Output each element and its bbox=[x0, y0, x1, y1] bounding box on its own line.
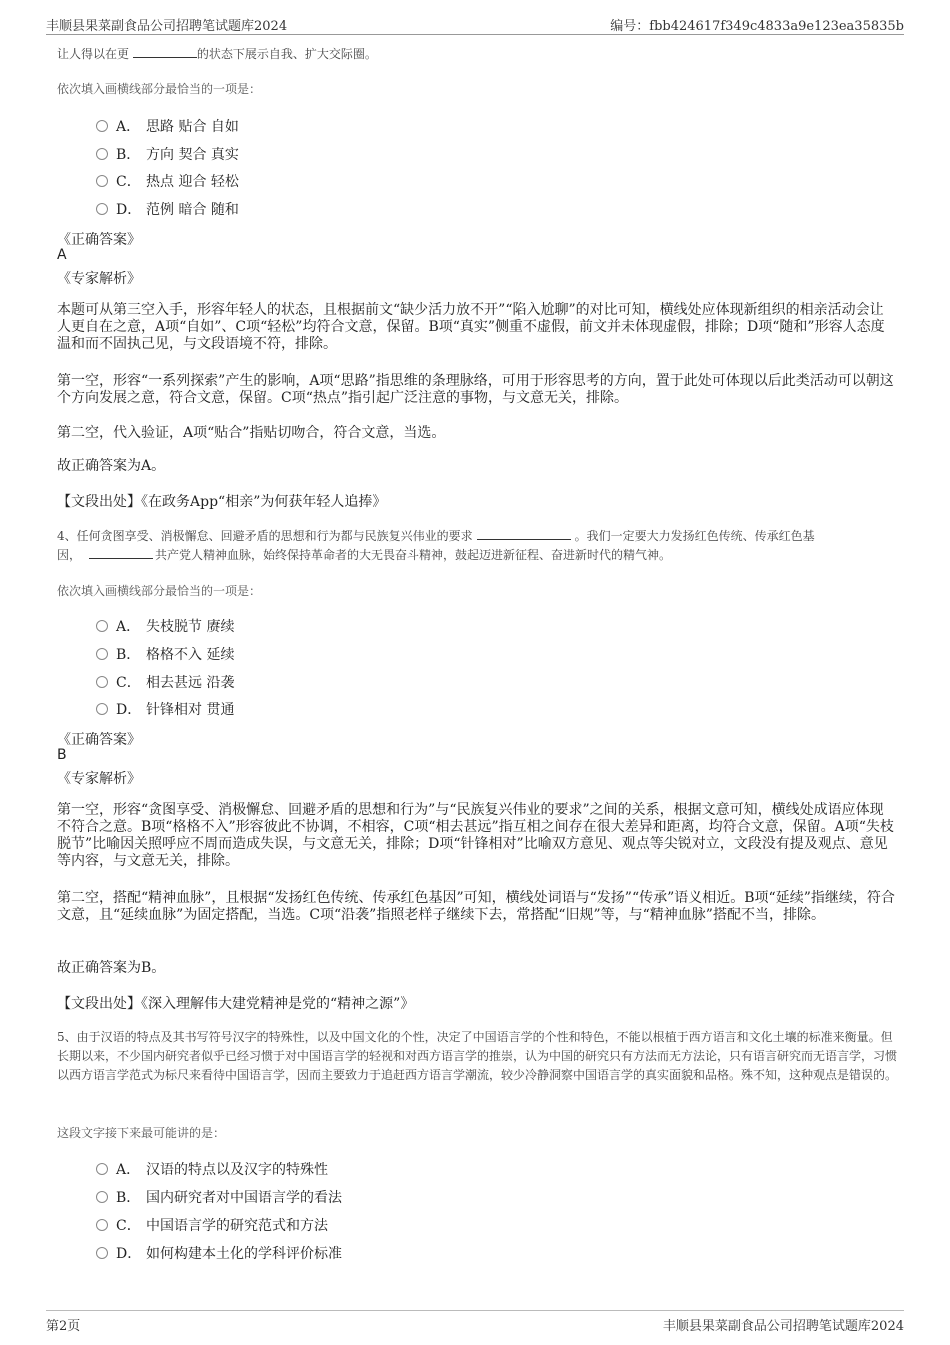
q5-stem: 5、由于汉语的特点及其书写符号汉字的特殊性，以及中国文化的个性，决定了中国语言学的个性和特色，不能以根植于西方语言和文化土壤的标准来衡量。但长期以来，不少国内研究者似乎已经习惯于对中国语言学的轻视和对西方语言学的推崇，认为中国的研究只有方法而无方法论，只有语言研究而无语言学，习惯以西方语言学范式为标尺来看待中国语言学，因而主要致力于追赶西方语言学潮流，较少冷静洞察中国语言学的真实面貌和品格。殊不知，这种观点是错误的。 bbox=[57, 1030, 898, 1082]
radio-icon[interactable] bbox=[96, 148, 108, 160]
header-doc-id: 编号：fbb424617f349c4833a9e123ea35835b bbox=[610, 19, 904, 34]
q4-option-d[interactable] bbox=[96, 699, 234, 719]
q3-tail-after: 的状态下展示自我、扩大交际圈。 bbox=[196, 47, 377, 61]
radio-icon[interactable] bbox=[96, 648, 108, 660]
option-text: 针锋相对 贯通 bbox=[146, 702, 235, 718]
option-letter: B． bbox=[116, 147, 141, 163]
q4-option-a[interactable] bbox=[96, 616, 234, 636]
option-text: 格格不入 延续 bbox=[146, 647, 235, 663]
q3-analysis-p2: 第一空，形容“一系列探索”产生的影响，A项“思路”指思维的条理脉络，可用于形容思考的方向，置于此处可体现以后此类活动可以朝这个方向发展之意，符合文意，保留。C项“热点”指引起广泛注意的事物，与文意无关，排除。 bbox=[57, 373, 894, 406]
q4-answer-label: 《正确答案》 bbox=[57, 732, 141, 748]
page-number: 第2页 bbox=[46, 1319, 81, 1334]
option-letter: C． bbox=[116, 174, 141, 190]
radio-icon[interactable] bbox=[96, 620, 108, 632]
q4-option-c[interactable] bbox=[96, 672, 234, 692]
option-letter: A． bbox=[116, 119, 141, 135]
q3-analysis-label: 《专家解析》 bbox=[57, 271, 141, 287]
q3-option-d[interactable] bbox=[96, 199, 239, 219]
q3-analysis-p3: 第二空，代入验证，A项“贴合”指贴切吻合，符合文意，当选。 bbox=[57, 425, 446, 441]
q4-option-b[interactable] bbox=[96, 644, 234, 664]
q5-prompt: 这段文字接下来最可能讲的是： bbox=[57, 1126, 226, 1140]
option-letter: C． bbox=[116, 1218, 141, 1234]
q4-stem-line2 bbox=[57, 546, 907, 565]
radio-icon[interactable] bbox=[96, 120, 108, 132]
q4-blank-2 bbox=[89, 546, 153, 559]
q4-stem bbox=[57, 527, 907, 565]
q4-line1-a: 4、任何贪图享受、消极懈怠、回避矛盾的思想和行为都与民族复兴伟业的要求 bbox=[57, 529, 473, 543]
radio-icon[interactable] bbox=[96, 1219, 108, 1231]
option-text: 失枝脱节 赓续 bbox=[146, 619, 235, 635]
q3-analysis-p1: 本题可从第三空入手，形容年轻人的状态，且根据前文“缺少活力放不开”“陷入尬聊”的对比可知，横线处应体现新组织的相亲活动会让人更自在之意，A项“自如”、C项“轻松”均符合文意，保留。B项“真实”侧重不虚假，前文并未体现虚假，排除；D项“随和”形容人态度温和而不固执己见，与文段语境不符，排除。 bbox=[57, 302, 885, 352]
q3-stem-tail bbox=[57, 45, 377, 64]
option-text: 汉语的特点以及汉字的特殊性 bbox=[146, 1162, 328, 1178]
option-letter: D． bbox=[116, 202, 142, 218]
option-letter: C． bbox=[116, 675, 141, 691]
q3-answer-label: 《正确答案》 bbox=[57, 232, 141, 248]
option-text: 热点 迎合 轻松 bbox=[146, 174, 239, 190]
q4-stem-line1 bbox=[57, 527, 907, 546]
option-text: 相去甚远 沿袭 bbox=[146, 675, 235, 691]
q4-line2-b: 共产党人精神血脉，始终保持革命者的大无畏奋斗精神，鼓起迈进新征程、奋进新时代的精气神。 bbox=[155, 548, 672, 562]
q3-blank bbox=[133, 45, 197, 58]
radio-icon[interactable] bbox=[96, 203, 108, 215]
radio-icon[interactable] bbox=[96, 1191, 108, 1203]
radio-icon[interactable] bbox=[96, 676, 108, 688]
q4-analysis-p1: 第一空，形容“贪图享受、消极懈怠、回避矛盾的思想和行为”与“民族复兴伟业的要求”之间的关系，根据文意可知，横线处成语应体现不符合之意。B项“格格不入”形容彼此不协调，不相容，C项“相去甚远”指互相之间存在很大差异和距离，均符合文意，保留。A项“失枝脱节”比喻因关照呼应不周而造成失误，与文意无关，排除；D项“针锋相对”比喻双方意见、观点等尖锐对立，文段没有提及观点、意见等内容，与文意无关，排除。 bbox=[57, 802, 894, 869]
q4-analysis-p3: 故正确答案为B。 bbox=[57, 960, 166, 976]
q3-prompt: 依次填入画横线部分最恰当的一项是： bbox=[57, 82, 262, 96]
q4-analysis-label: 《专家解析》 bbox=[57, 771, 141, 787]
option-letter: B． bbox=[116, 647, 141, 663]
option-text: 思路 贴合 自如 bbox=[146, 119, 239, 135]
q4-line2-a: 因， bbox=[57, 548, 82, 562]
option-letter: A． bbox=[116, 619, 141, 635]
option-letter: D． bbox=[116, 1246, 142, 1262]
option-letter: A． bbox=[116, 1162, 141, 1178]
q4-blank-1 bbox=[477, 527, 571, 540]
q4-answer: B bbox=[57, 747, 67, 763]
q3-tail-before: 让人得以在更 bbox=[57, 47, 130, 61]
q3-option-b[interactable] bbox=[96, 144, 239, 164]
q3-answer: A bbox=[57, 247, 67, 263]
q4-analysis-p2: 第二空，搭配“精神血脉”，且根据“发扬红色传统、传承红色基因”可知，横线处词语与“发扬”“传承”语义相近。B项“延续”指继续，符合文意，且“延续血脉”为固定搭配，当选。C项“沿袭”指照老样子继续下去，常搭配“旧规”等，与“精神血脉”搭配不当，排除。 bbox=[57, 890, 895, 923]
option-letter: D． bbox=[116, 702, 142, 718]
option-text: 范例 暗合 随和 bbox=[146, 202, 239, 218]
q5-option-a[interactable] bbox=[96, 1159, 328, 1179]
header-title: 丰顺县果菜副食品公司招聘笔试题库2024 bbox=[46, 19, 288, 34]
q3-source: 【文段出处】《在政务App“相亲”为何获年轻人追捧》 bbox=[57, 494, 387, 510]
radio-icon[interactable] bbox=[96, 1247, 108, 1259]
q4-prompt: 依次填入画横线部分最恰当的一项是： bbox=[57, 584, 262, 598]
option-text: 如何构建本土化的学科评价标准 bbox=[146, 1246, 342, 1262]
option-text: 方向 契合 真实 bbox=[146, 147, 239, 163]
option-text: 国内研究者对中国语言学的看法 bbox=[146, 1190, 342, 1206]
q5-option-d[interactable] bbox=[96, 1243, 342, 1263]
q3-option-a[interactable] bbox=[96, 116, 239, 136]
page-footer bbox=[46, 1310, 904, 1335]
radio-icon[interactable] bbox=[96, 175, 108, 187]
q5-option-c[interactable] bbox=[96, 1215, 328, 1235]
radio-icon[interactable] bbox=[96, 1163, 108, 1175]
option-text: 中国语言学的研究范式和方法 bbox=[146, 1218, 328, 1234]
q3-analysis-p4: 故正确答案为A。 bbox=[57, 458, 166, 474]
q5-option-b[interactable] bbox=[96, 1187, 342, 1207]
q4-line1-b: 。我们一定要大力发扬红色传统、传承红色基 bbox=[574, 529, 815, 543]
option-letter: B． bbox=[116, 1190, 141, 1206]
radio-icon[interactable] bbox=[96, 703, 108, 715]
q4-source: 【文段出处】《深入理解伟大建党精神是党的“精神之源”》 bbox=[57, 996, 415, 1012]
page-header bbox=[46, 12, 904, 35]
q3-option-c[interactable] bbox=[96, 171, 239, 191]
footer-title: 丰顺县果菜副食品公司招聘笔试题库2024 bbox=[662, 1319, 904, 1334]
